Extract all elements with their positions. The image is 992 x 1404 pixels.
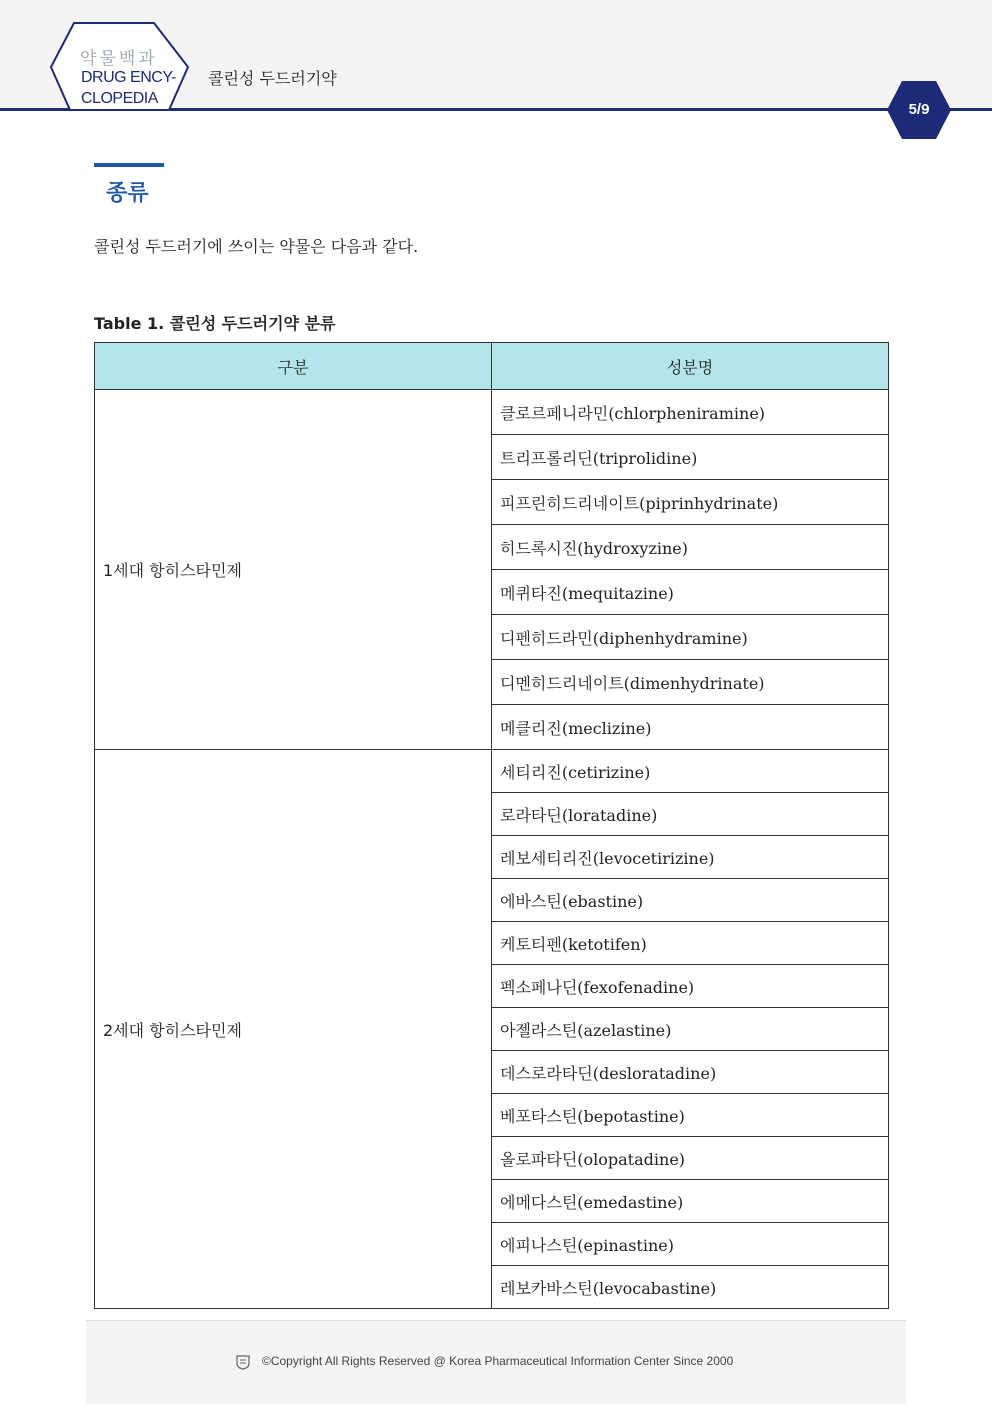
ingredient-cell: 피프린히드리네이트(piprinhydrinate) [492,480,889,525]
logo-korean-text: 약물백과 [80,49,158,69]
ingredient-cell: 에메다스틴(emedastine) [492,1180,889,1223]
ingredient-cell: 베포타스틴(bepotastine) [492,1094,889,1137]
drug-classification-table [94,342,889,1309]
ingredient-cell: 올로파타딘(olopatadine) [492,1137,889,1180]
table-header-row [95,343,889,390]
logo-english-line1: DRUG ENCY- [81,69,176,86]
header-ingredient: 성분명 [492,343,889,390]
ingredient-cell: 세티리진(cetirizine) [492,750,889,793]
logo-english-text [81,67,176,109]
ingredient-cell: 레보카바스틴(levocabastine) [492,1266,889,1309]
ingredient-cell: 트리프롤리딘(triprolidine) [492,435,889,480]
ingredient-cell: 로라타딘(loratadine) [492,793,889,836]
section-title: 종류 [106,181,149,206]
ingredient-cell: 에피나스틴(epinastine) [492,1223,889,1266]
document-title: 콜린성 두드러기약 [208,69,337,88]
footer-copyright: ©Copyright All Rights Reserved @ Korea Pharmaceutical Information Center Since 2000 [262,1354,734,1368]
shield-crest-icon [236,1354,250,1370]
section-intro: 콜린성 두드러기에 쓰이는 약물은 다음과 같다. [94,237,419,256]
ingredient-cell: 클로르페니라민(chlorpheniramine) [492,390,889,435]
category-second-gen: 2세대 항히스타민제 [95,750,492,1309]
ingredient-cell: 메클리진(meclizine) [492,705,889,750]
ingredient-cell: 디펜히드라민(diphenhydramine) [492,615,889,660]
table-row [95,390,889,435]
table-row [95,750,889,793]
ingredient-cell: 레보세티리진(levocetirizine) [492,836,889,879]
ingredient-cell: 메퀴타진(mequitazine) [492,570,889,615]
ingredient-cell: 에바스틴(ebastine) [492,879,889,922]
ingredient-cell: 데스로라타딘(desloratadine) [492,1051,889,1094]
category-first-gen: 1세대 항히스타민제 [95,390,492,750]
logo-english-line2: CLOPEDIA [81,90,158,107]
table-caption: Table 1. 콜린성 두드러기약 분류 [94,314,336,333]
section-accent-bar [94,163,164,167]
ingredient-cell: 히드록시진(hydroxyzine) [492,525,889,570]
ingredient-cell: 펙소페나딘(fexofenadine) [492,965,889,1008]
ingredient-cell: 케토티펜(ketotifen) [492,922,889,965]
ingredient-cell: 디멘히드리네이트(dimenhydrinate) [492,660,889,705]
drug-encyclopedia-logo[interactable] [50,22,190,112]
ingredient-cell: 아젤라스틴(azelastine) [492,1008,889,1051]
header-category: 구분 [95,343,492,390]
page-number: 5/9 [908,101,930,118]
